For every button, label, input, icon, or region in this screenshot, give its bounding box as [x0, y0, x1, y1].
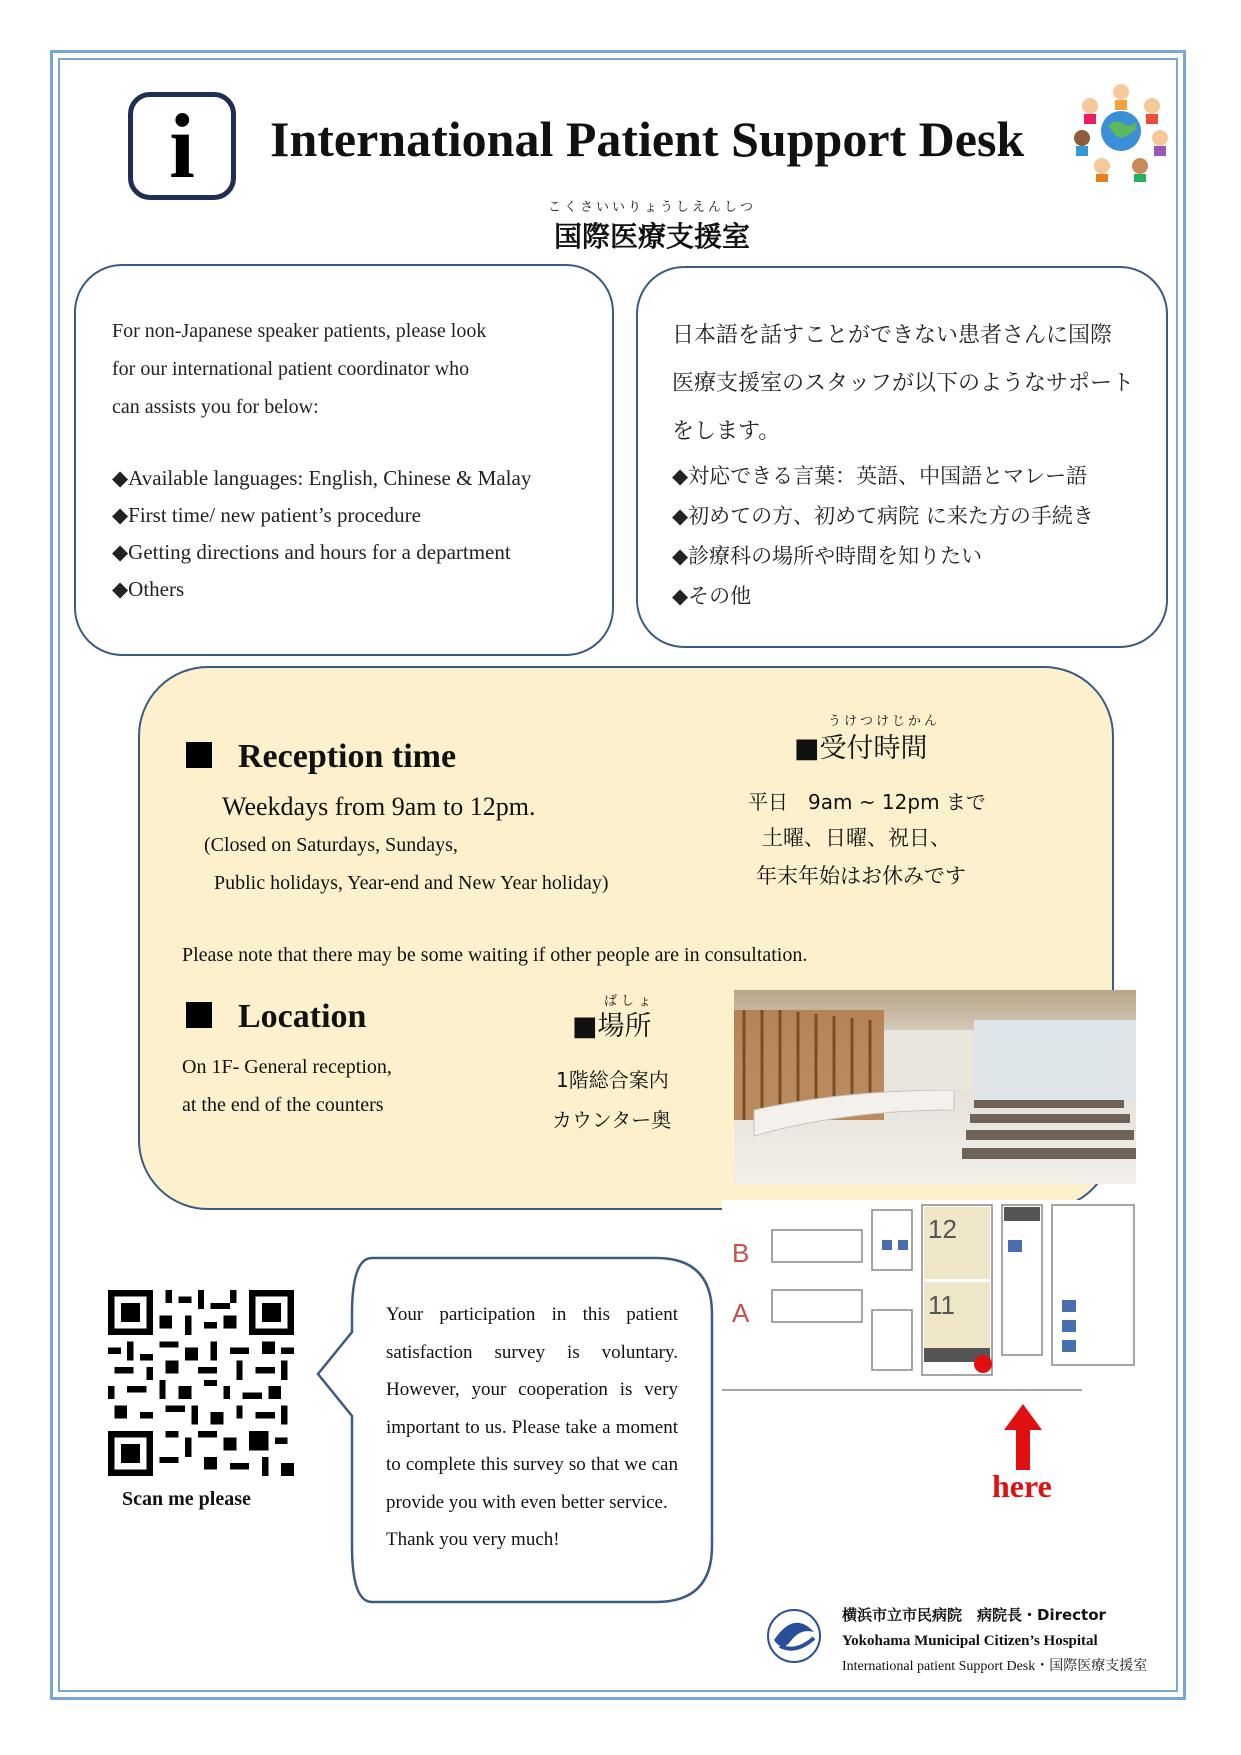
intro-jp-list	[672, 456, 1094, 616]
list-item: ◆初めての方、初めて病院 に来た方の手続き	[672, 504, 1094, 528]
info-icon: i	[128, 92, 236, 200]
location-jp-line2: カウンター奥	[552, 1108, 672, 1132]
current-location-marker	[974, 1355, 992, 1373]
reception-jp-heading: ■受付時間	[794, 733, 928, 764]
survey-qr-code[interactable]	[108, 1290, 294, 1476]
reception-jp-line1: 平日 9am ~ 12pm まで	[748, 790, 986, 814]
square-bullet-icon	[186, 1002, 212, 1028]
location-jp-heading: ■場所	[572, 1011, 652, 1042]
floor-map	[722, 1200, 1140, 1414]
reception-closed-line2: Public holidays, Year-end and New Year holiday)	[214, 872, 609, 894]
intro-jp-paragraph	[672, 312, 1134, 456]
reception-closed-line1: (Closed on Saturdays, Sundays,	[204, 834, 458, 856]
footer-line3: International patient Support Desk・国際医療支援室	[842, 1659, 1148, 1674]
list-item: ◆診療科の場所や時間を知りたい	[672, 544, 983, 568]
here-label: here	[992, 1468, 1052, 1504]
square-bullet-icon	[186, 742, 212, 768]
hospital-logo	[760, 1600, 824, 1670]
reception-jp-ruby: うけつけじかん	[828, 714, 941, 729]
reception-jp-line2: 土曜、日曜、祝日、	[762, 826, 951, 850]
intro-jp-line: をします。	[672, 419, 781, 444]
svg-text:11: 11	[928, 1290, 955, 1320]
list-item: ◆Getting directions and hours for a department	[112, 540, 511, 564]
list-item: ◆Available languages: English, Chinese & Malay	[112, 466, 532, 490]
arrow-up-icon	[1004, 1404, 1042, 1470]
reception-heading-text: Reception time	[238, 738, 457, 775]
list-item: ◆対応できる言葉：英語、中国語とマレー語	[672, 464, 1088, 488]
jp-title-text: 国際医療支援室	[554, 220, 751, 253]
map-label-b: B	[732, 1238, 750, 1268]
footer-line2: Yokohama Municipal Citizen’s Hospital	[842, 1633, 1098, 1649]
reception-area-photo	[734, 990, 1136, 1184]
map-label-a: A	[732, 1298, 750, 1328]
location-jp-line1: 1階総合案内	[556, 1068, 669, 1092]
svg-text:12: 12	[928, 1214, 957, 1244]
reception-jp-line3: 年末年始はお休みです	[756, 864, 966, 888]
footer-line1: 横浜市立市民病院 病院長・Director	[842, 1606, 1106, 1624]
jp-title-ruby: こくさいいりょうしえんしつ	[548, 199, 757, 214]
location-line1: On 1F- General reception,	[182, 1056, 392, 1078]
survey-thanks: Thank you very much!	[386, 1529, 560, 1550]
intro-en-line: For non-Japanese speaker patients, please look	[112, 320, 487, 342]
children-circle-icon	[1068, 78, 1174, 184]
list-item: ◆First time/ new patient’s procedure	[112, 503, 421, 527]
footer-block	[842, 1602, 1147, 1680]
intro-en-line: can assists you for below:	[112, 396, 319, 418]
intro-jp-line: 医療支援室のスタッフが以下のようなサポート	[672, 371, 1135, 396]
survey-text	[386, 1296, 678, 1559]
page-title: International Patient Support Desk	[270, 111, 1025, 167]
intro-en-line: for our international patient coordinator who	[112, 358, 470, 380]
intro-en-paragraph	[112, 312, 486, 426]
list-item: ◆その他	[672, 584, 752, 608]
list-item: ◆Others	[112, 577, 185, 601]
intro-en-list	[112, 460, 531, 608]
survey-body: Your participation in this patient satisfaction survey is voluntary. However, your cooperation is very important to us. Please take a moment to complete this survey so that we can provide you with even better service.	[386, 1304, 678, 1513]
waiting-note: Please note that there may be some waiting if other people are in consultation.	[182, 944, 808, 966]
intro-jp-line: 日本語を話すことができない患者さんに国際	[672, 323, 1113, 348]
location-heading	[186, 998, 366, 1036]
location-heading-text: Location	[238, 998, 367, 1035]
reception-weekdays: Weekdays from 9am to 12pm.	[222, 792, 536, 821]
location-jp-ruby: ばしょ	[604, 994, 656, 1009]
jp-title	[548, 196, 756, 255]
location-line2: at the end of the counters	[182, 1094, 384, 1116]
scan-me-label: Scan me please	[122, 1488, 251, 1510]
reception-heading	[186, 738, 456, 776]
